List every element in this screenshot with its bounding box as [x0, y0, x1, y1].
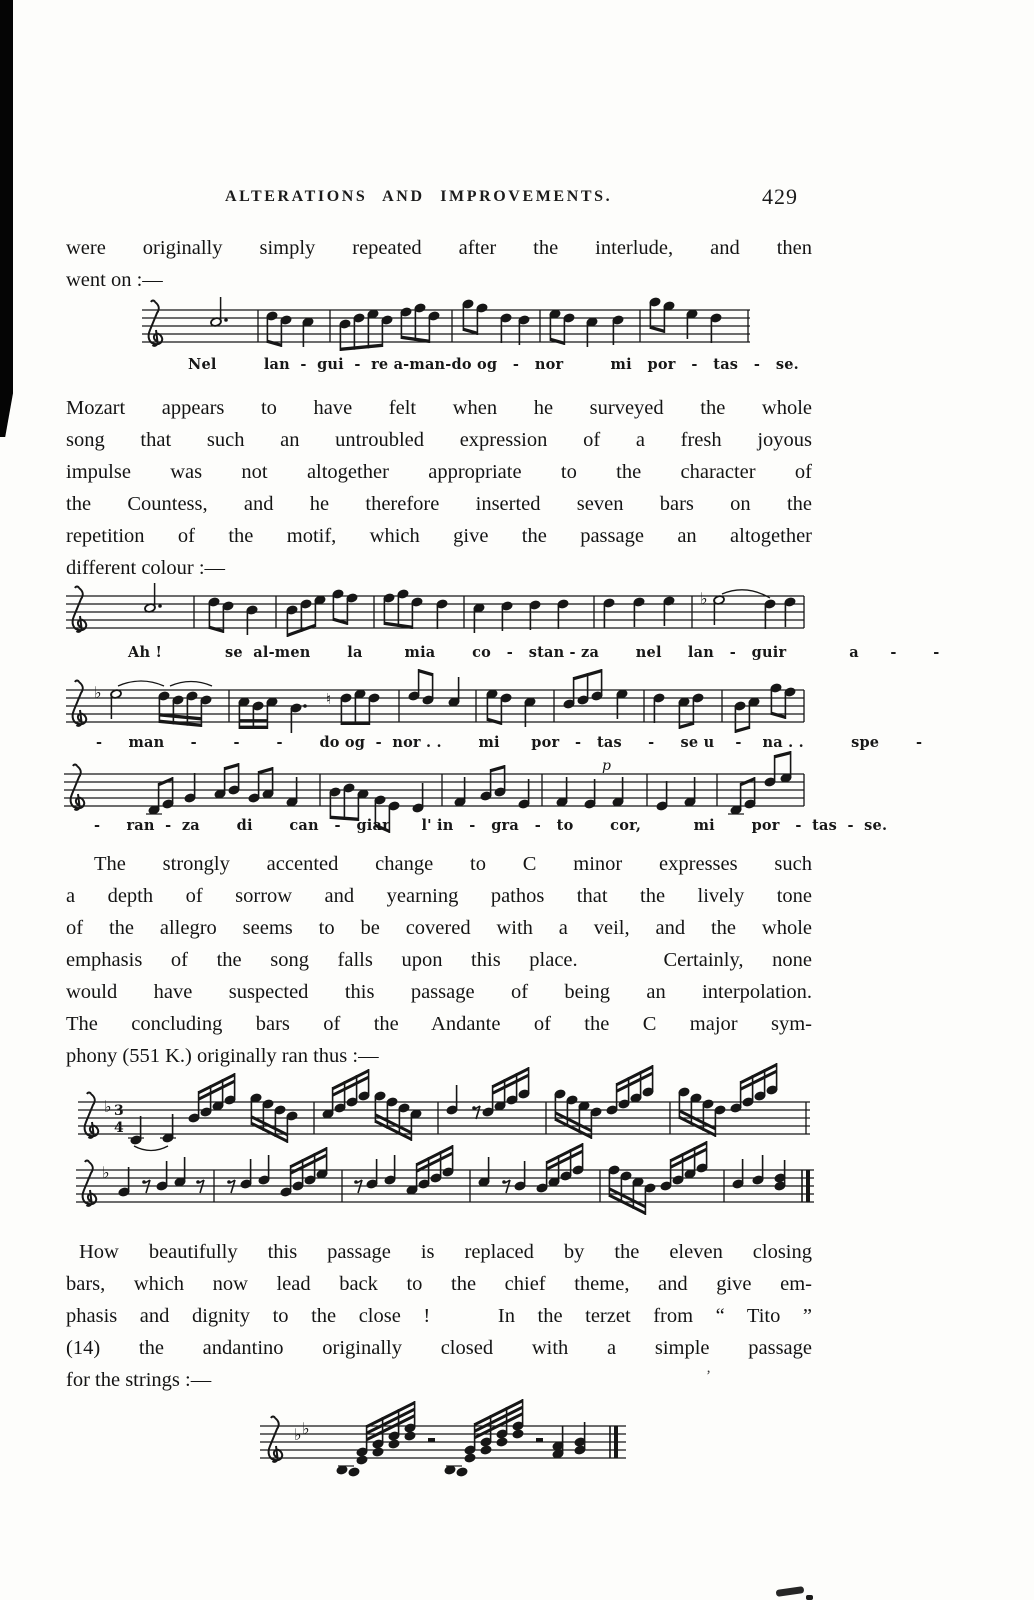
lyrics-line-3: - man - - - do og - nor . . mi por - tas - se u - na . . spe - [96, 734, 923, 751]
svg-text:♭: ♭ [104, 1097, 112, 1116]
music-staff-4 [62, 758, 806, 822]
text-line: were originally simply repeated after the interlude, and then [66, 237, 812, 259]
text-line: The concluding bars of the Andante of the C major sym- [66, 1013, 812, 1035]
music-staff-7 [258, 1382, 648, 1502]
text-line: phasis and dignity to the close ! In the terzet from “ Tito ” [66, 1305, 812, 1327]
svg-text:♭: ♭ [700, 589, 708, 608]
text-line: repetition of the motif, which give the passage an altogether [66, 525, 812, 547]
text-line: different colour :— [66, 557, 226, 579]
text-line: phony (551 K.) originally ran thus :— [66, 1045, 379, 1067]
svg-text:♭: ♭ [102, 1163, 110, 1182]
lyrics-line-1: Nel lan - gui - re a-man-do og - nor mi por - tas - se. [188, 356, 799, 373]
svg-text:4: 4 [114, 1120, 124, 1136]
paragraph-1 [66, 232, 812, 296]
music-staff-3 [64, 676, 806, 740]
stray-punctuation: ’ [706, 1368, 711, 1384]
text-line: would have suspected this passage of being an interpolation. [66, 981, 812, 1003]
scan-artifact-left-edge [0, 0, 13, 437]
paragraph-4 [66, 1236, 812, 1396]
text-line: How beautifully this passage is replaced by the eleven closing [79, 1241, 812, 1263]
music-staff-6 [74, 1158, 816, 1218]
svg-text:♭: ♭ [294, 1425, 302, 1444]
text-line: the Countess, and he therefore inserted seven bars on the [66, 493, 812, 515]
scan-artifact-speck [806, 1595, 813, 1600]
dynamic-marking: p [602, 758, 611, 774]
scan-artifact-smudge [776, 1586, 805, 1597]
page-header-title: ALTERATIONS AND IMPROVEMENTS. [225, 188, 613, 205]
svg-text:♭: ♭ [302, 1419, 310, 1438]
text-line: The strongly accented change to C minor expresses such [94, 853, 812, 875]
svg-text:3: 3 [114, 1103, 124, 1119]
text-line: Mozart appears to have felt when he surveyed the whole [66, 397, 812, 419]
svg-text:♭: ♭ [94, 683, 102, 702]
page-number: 429 [762, 184, 798, 209]
text-line: of the allegro seems to be covered with a veil, and the whole [66, 917, 812, 939]
paragraph-3 [66, 848, 812, 1072]
lyrics-line-4: - ran - za di can - giar l' in - gra - to cor, mi por - tas - se. [94, 817, 888, 834]
text-line: for the strings :— [66, 1369, 212, 1391]
text-line: song that such an untroubled expression of a fresh joyous [66, 429, 812, 451]
text-line: went on :— [66, 269, 163, 291]
svg-text:♮: ♮ [326, 690, 332, 708]
text-line: emphasis of the song falls upon this place. Certainly, none [66, 949, 812, 971]
music-staff-2 [64, 584, 806, 648]
lyrics-line-2: Ah ! se al-men la mia co - stan - za nel lan - guir a - - [128, 644, 940, 661]
paragraph-2 [66, 392, 812, 584]
text-line: (14) the andantino originally closed with a simple passage [66, 1337, 812, 1359]
text-line: bars, which now lead back to the chief theme, and give em- [66, 1273, 812, 1295]
text-line: impulse was not altogether appropriate to the character of [66, 461, 812, 483]
text-line: a depth of sorrow and yearning pathos that the lively tone [66, 885, 812, 907]
music-staff-1 [140, 296, 752, 362]
